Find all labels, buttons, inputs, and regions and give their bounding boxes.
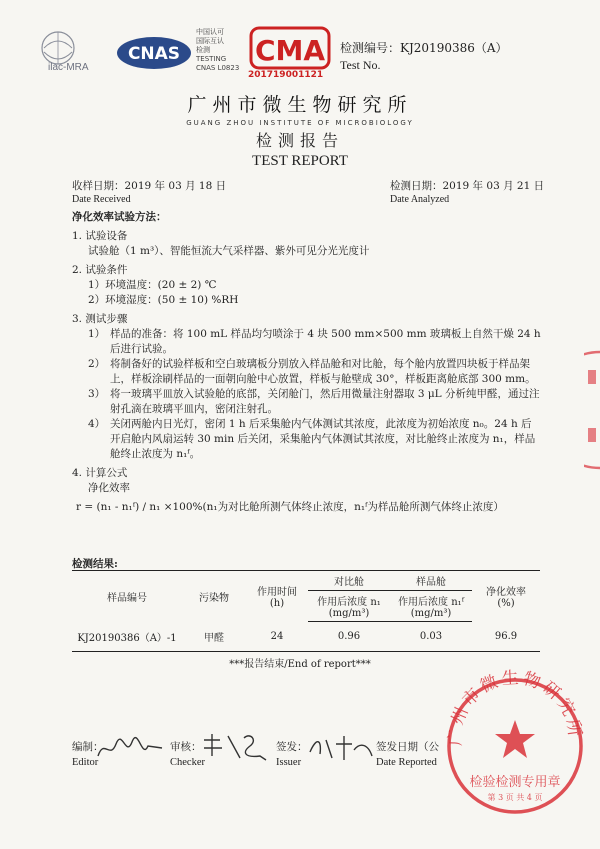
date-received: 收样日期：2019 年 03 月 18 日 bbox=[72, 180, 227, 192]
date-analyzed: 检测日期：2019 年 03 月 21 日 bbox=[390, 180, 545, 192]
stamp-page-text: 第 3 页 共 4 页 bbox=[487, 793, 543, 802]
title-cn: 检测报告 bbox=[255, 131, 344, 150]
issuer-en: Issuer bbox=[276, 757, 302, 768]
institute-name bbox=[0, 90, 600, 127]
header-pollutant: 污染物 bbox=[182, 571, 246, 622]
header-time-label: 作用时间 bbox=[257, 587, 297, 599]
header-control-sub bbox=[308, 591, 390, 622]
cell-efficiency: 96.9 bbox=[472, 622, 540, 652]
header-control: 对比舱 bbox=[308, 571, 390, 591]
table-row bbox=[72, 622, 540, 652]
date-reported-cn: 签发日期（公 bbox=[376, 741, 439, 753]
step-text: 将一玻璃平皿放入试验舱的底部，关闭舱门，然后用微量注射器取 3 μL 分析纯甲醛，通过注射孔滴在玻璃平皿内，密闭注射孔。 bbox=[110, 388, 540, 415]
table-header-row bbox=[72, 571, 540, 591]
condition-item: 1）环境温度：(20 ± 2) ℃ bbox=[88, 279, 217, 291]
step-text: 将制备好的试验样板和空白玻璃板分别放入样品舱和对比舱，每个舱内放置四块板于样品架上，样板涂刷样品的一面朝向舱中心放置，样板与舱壁成 30°，样板距离舱底部 300 mm。 bbox=[110, 358, 536, 385]
cma-logo-text: CMA bbox=[254, 34, 326, 67]
header-time-unit: (h) bbox=[269, 598, 285, 610]
stamp-ring-text: 广州市微生物研究所 bbox=[445, 668, 585, 747]
cnas-meta-line: 检测 bbox=[196, 46, 210, 54]
cma-logo bbox=[249, 26, 331, 70]
section-title: 4. 计算公式 bbox=[72, 467, 128, 479]
formula-subtitle: 净化效率 bbox=[88, 482, 130, 494]
stamp-bottom-text: 检验检测专用章 bbox=[469, 775, 561, 790]
cnas-meta-line: TESTING bbox=[196, 55, 227, 63]
cell-sample-no: KJ20190386（A）-1 bbox=[72, 622, 182, 652]
date-reported-label bbox=[376, 740, 439, 770]
date-received-en: Date Received bbox=[72, 194, 131, 205]
issuer-signature bbox=[306, 732, 376, 762]
cell-control: 0.96 bbox=[308, 622, 390, 652]
header-logos bbox=[36, 22, 336, 82]
header-sample-no: 样品编号 bbox=[72, 571, 182, 622]
cnas-meta-line: 国际互认 bbox=[196, 37, 224, 45]
method-heading: 净化效率试验方法： bbox=[72, 211, 167, 223]
test-step bbox=[88, 387, 542, 417]
method-section bbox=[72, 210, 542, 515]
section-title: 3. 测试步骤 bbox=[72, 313, 128, 325]
cnas-meta-line: 中国认可 bbox=[196, 28, 224, 36]
step-text: 关闭两舱内日光灯，密闭 1 h 后采集舱内气体测试其浓度，此浓度为初始浓度 n₀。24 h 后开启舱内风扇运转 30 min 后关闭，采集舱内气体测试其浓度，对比舱终止浓度为 n₁，样品舱终止浓度为 n₁ᶠ。 bbox=[110, 418, 536, 460]
report-no-value: KJ20190386（A） bbox=[400, 41, 508, 55]
cnas-meta bbox=[196, 28, 239, 73]
cell-pollutant: 甲醛 bbox=[182, 622, 246, 652]
report-no-label: 检测编号： bbox=[340, 41, 401, 55]
seam-stamp-fragment bbox=[584, 350, 600, 470]
header-efficiency-unit: (%) bbox=[497, 598, 515, 610]
end-of-report: ***报告结束/End of report*** bbox=[229, 659, 371, 670]
section-title: 1. 试验设备 bbox=[72, 230, 128, 242]
step-text: 样品的准备：将 100 mL 样品均匀喷涂于 4 块 500 mm×500 mm 玻璃板上自然干燥 24 h 后进行试验。 bbox=[110, 328, 541, 355]
sample-conc-unit: (mg/m³) bbox=[410, 608, 452, 619]
checker-cn: 审核： bbox=[170, 741, 202, 753]
cell-sample: 0.03 bbox=[390, 622, 472, 652]
date-reported-en: Date Reported bbox=[376, 757, 437, 768]
ilac-label: ilac-MRA bbox=[48, 62, 89, 73]
cma-code: 201719001121 bbox=[248, 70, 324, 80]
title-en: TEST REPORT bbox=[252, 153, 348, 169]
checker-signature bbox=[200, 730, 270, 764]
step-number: 1） bbox=[88, 328, 106, 340]
editor-signature bbox=[96, 734, 166, 764]
step-number: 2） bbox=[88, 358, 106, 370]
header-sample: 样品舱 bbox=[390, 571, 472, 591]
cnas-meta-line: CNAS L0823 bbox=[196, 64, 240, 72]
checker-en: Checker bbox=[170, 757, 205, 768]
test-step bbox=[88, 357, 542, 387]
test-step bbox=[88, 417, 542, 462]
date-analyzed-en: Date Analyzed bbox=[390, 194, 450, 205]
test-step bbox=[88, 327, 542, 357]
header-efficiency bbox=[472, 571, 540, 622]
header-time bbox=[246, 571, 308, 622]
official-stamp bbox=[440, 668, 590, 818]
editor-cn: 编制： bbox=[72, 741, 104, 753]
cnas-logo bbox=[116, 36, 192, 70]
formula: r = (n₁ - n₁ᶠ) / n₁ ×100%(n₁为对比舱所测气体终止浓度，n₁ᶠ为样品舱所测气体终止浓度） bbox=[76, 501, 504, 513]
issuer-label bbox=[276, 740, 308, 770]
cell-time: 24 bbox=[246, 622, 308, 652]
results-table bbox=[72, 570, 540, 652]
results-heading: 检测结果: bbox=[72, 558, 118, 570]
step-number: 3） bbox=[88, 388, 106, 400]
control-sub-label: 作用后浓度 n₁ bbox=[317, 597, 381, 608]
section-title: 2. 试验条件 bbox=[72, 264, 128, 276]
institute-cn: 广州市微生物研究所 bbox=[187, 94, 413, 116]
institute-en: GUANG ZHOU INSTITUTE OF MICROBIOLOGY bbox=[186, 119, 414, 127]
condition-item: 2）环境湿度：(50 ± 10) %RH bbox=[88, 294, 239, 306]
issuer-cn: 签发： bbox=[276, 741, 308, 753]
header-sample-sub bbox=[390, 591, 472, 622]
step-number: 4） bbox=[88, 418, 106, 430]
editor-en: Editor bbox=[72, 757, 99, 768]
report-no-en: Test No. bbox=[340, 58, 381, 72]
control-conc-unit: (mg/m³) bbox=[328, 608, 370, 619]
report-number bbox=[340, 40, 508, 74]
sample-sub-label: 作用后浓度 n₁ᶠ bbox=[398, 597, 464, 608]
equipment-text: 试验舱（1 m³）、智能恒流大气采样器、紫外可见分光光度计 bbox=[88, 245, 370, 257]
report-title bbox=[0, 128, 600, 170]
header-efficiency-label: 净化效率 bbox=[486, 587, 526, 599]
cnas-logo-text: CNAS bbox=[127, 44, 181, 64]
